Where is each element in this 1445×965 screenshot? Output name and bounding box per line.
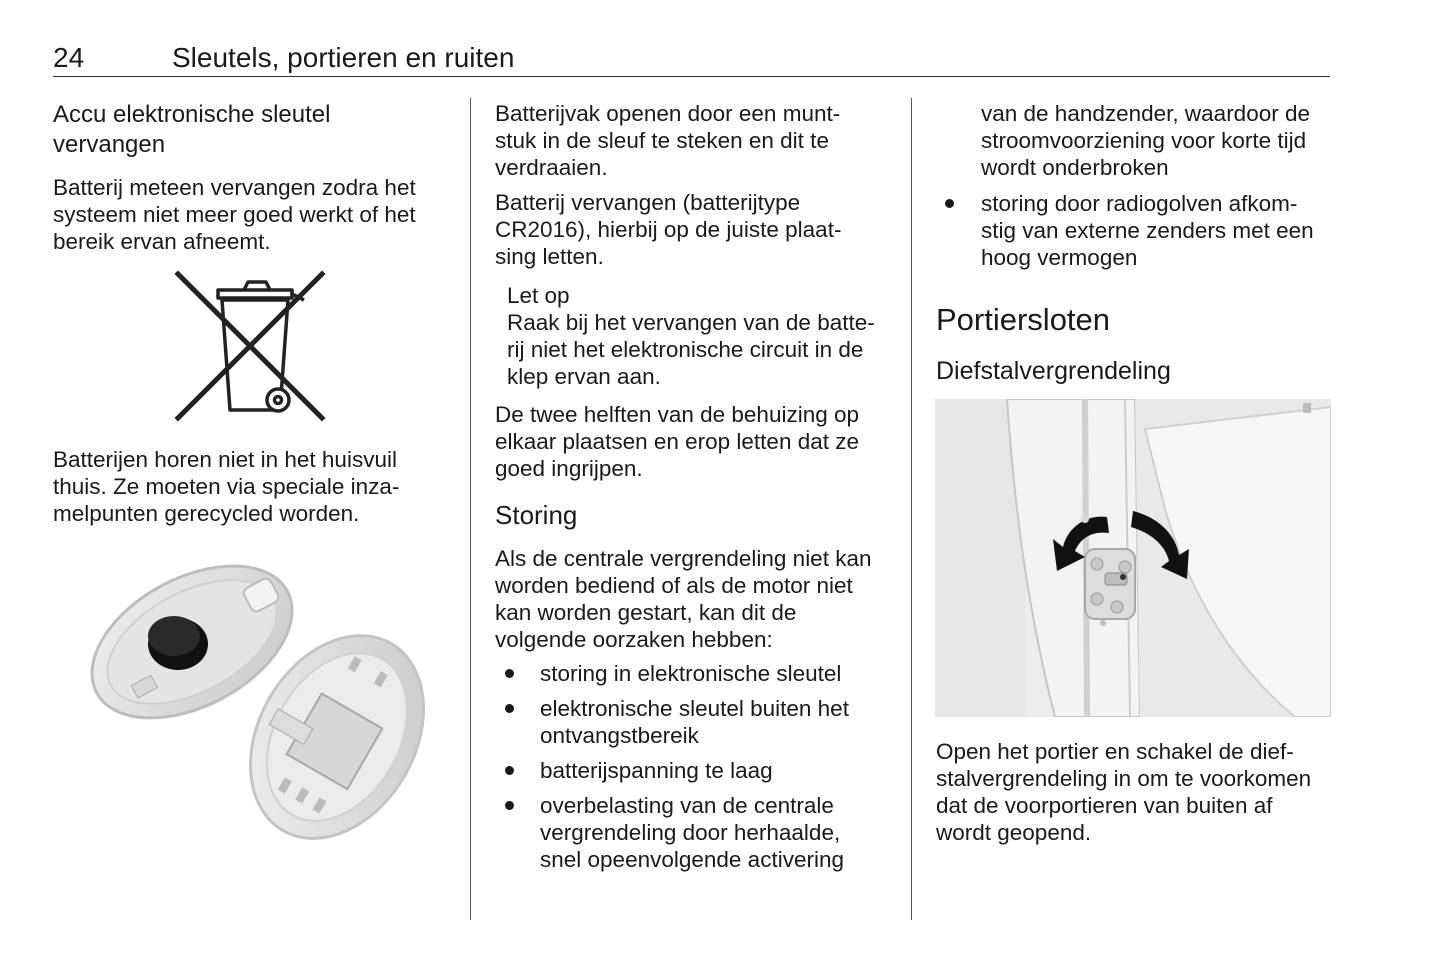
bullet-icon bbox=[505, 801, 514, 810]
bullet-icon bbox=[945, 199, 954, 208]
page-number: 24 bbox=[53, 42, 85, 73]
list-item: batterijspanning te laag bbox=[540, 758, 773, 783]
note-block: Let op Raak bij het vervangen van de batte- rij niet het elektronische circuit in de klep ervan aan. bbox=[507, 283, 875, 389]
key-fob-battery-illustration bbox=[82, 552, 427, 847]
reassemble-text: De twee helften van de behuizing op elkaar plaatsen en erop letten dat ze goed ingrijpen. bbox=[495, 402, 860, 481]
storing-heading: Storing bbox=[495, 500, 578, 530]
list-item: elektronische sleutel buiten het ontvangstbereik bbox=[540, 696, 849, 748]
open-battery-compartment-text: Batterijvak openen door een munt- stuk in de sleuf te steken en dit te verdraaien. bbox=[495, 101, 841, 180]
chapter-title: Sleutels, portieren en ruiten bbox=[172, 42, 515, 73]
bullet-icon bbox=[505, 766, 514, 775]
column-divider bbox=[470, 98, 471, 920]
bullet-icon bbox=[505, 704, 514, 713]
list-item: storing in elektronische sleutel bbox=[540, 661, 842, 686]
battery-intro-text: Batterij meteen vervangen zodra het systeem niet meer goed werkt of het bereik ervan afneemt. bbox=[53, 175, 416, 254]
door-lock-illustration bbox=[935, 399, 1331, 717]
list-item: overbelasting van de centrale vergrendeling door herhaalde, snel opeenvolgende activering bbox=[540, 793, 844, 872]
note-title: Let op bbox=[507, 283, 570, 308]
door-lock-caption: Open het portier en schakel de dief- stalvergrendeling in om te voorkomen dat de voorportieren van buiten af wordt geopend. bbox=[936, 739, 1312, 845]
sub-heading-diefstal: Diefstalvergrendeling bbox=[936, 357, 1171, 385]
bullet-icon bbox=[505, 669, 514, 678]
replace-battery-text: Batterij vervangen (batterijtype CR2016), hierbij op de juiste plaat- sing letten. bbox=[495, 190, 842, 269]
weee-bin-icon bbox=[170, 268, 330, 426]
recycle-note-text: Batterijen horen niet in het huisvuil thuis. Ze moeten via speciale inza- melpunten gerecycled worden. bbox=[53, 447, 400, 526]
storing-intro-text: Als de centrale vergrendeling niet kan worden bediend of als de motor niet kan worden gestart, kan dit de volgende oorzaken hebben: bbox=[495, 546, 872, 652]
column-divider bbox=[911, 98, 912, 920]
header-rule bbox=[53, 76, 1330, 77]
section-heading-battery: Accu elektronische sleutel vervangen bbox=[53, 101, 331, 158]
bullet-continuation-text: van de handzender, waardoor de stroomvoorziening voor korte tijd wordt onderbroken bbox=[981, 101, 1310, 180]
section-heading-portiersloten: Portiersloten bbox=[936, 302, 1111, 337]
list-item: storing door radiogolven afkom- stig van externe zenders met een hoog vermogen bbox=[981, 191, 1314, 270]
